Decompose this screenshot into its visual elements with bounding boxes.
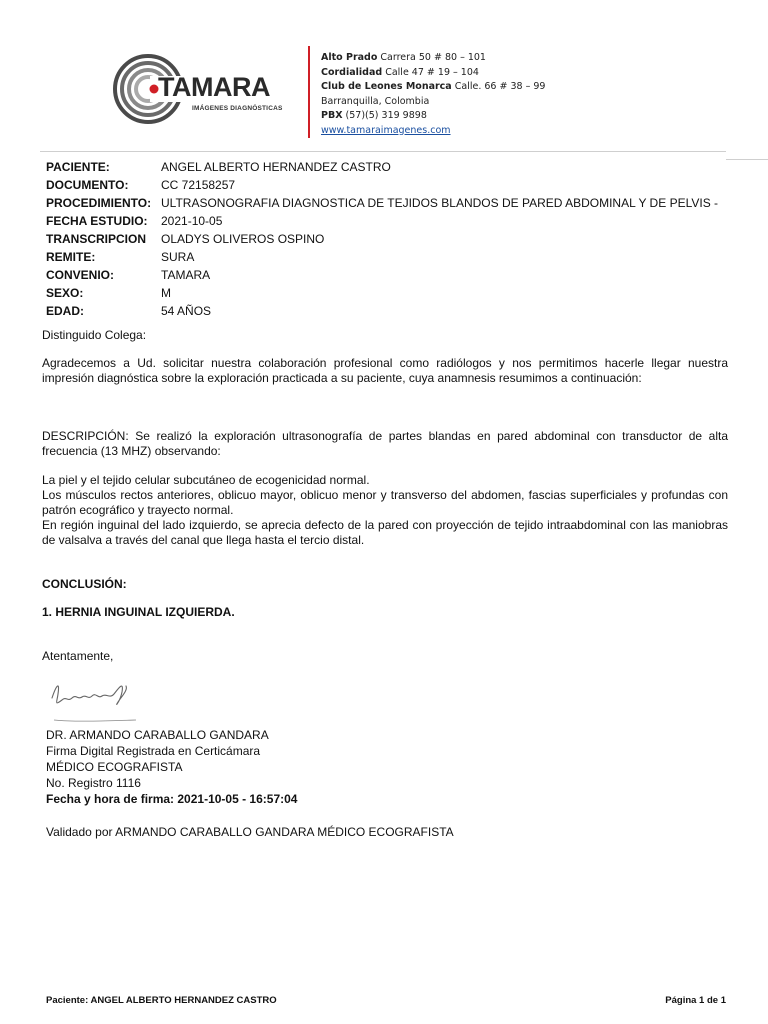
signer-title: MÉDICO ECOGRAFISTA	[46, 760, 183, 774]
header-rule	[726, 159, 768, 160]
info-row: PROCEDIMIENTO: ULTRASONOGRAFIA DIAGNOSTICA DE TEJIDOS BLANDOS DE PARED ABDOMINAL Y DE PELVIS -	[46, 196, 719, 210]
patient-info-table	[46, 158, 718, 320]
footer-patient: Paciente: ANGEL ALBERTO HERNANDEZ CASTRO	[46, 995, 277, 1006]
handwritten-signature-icon	[44, 672, 144, 728]
signature-datetime: Fecha y hora de firma: 2021-10-05 - 16:57:04	[46, 792, 298, 806]
signer-digital: Firma Digital Registrada en Certicámara	[46, 744, 261, 758]
address-line: Cordialidad Calle 47 # 19 – 104	[321, 66, 479, 78]
signer-name: DR. ARMANDO CARABALLO GANDARA	[46, 728, 269, 742]
header-divider	[308, 46, 310, 138]
info-row: CONVENIO: TAMARA	[46, 268, 211, 282]
company-logo	[112, 54, 302, 124]
greeting: Distinguido Colega:	[42, 328, 147, 342]
address-line: Alto Prado Carrera 50 # 80 – 101	[321, 52, 486, 63]
logo-subtitle: IMÁGENES DIAGNÓSTICAS	[192, 105, 283, 112]
finding-line: En región inguinal del lado izquierdo, se aprecia defecto de la pared con proyección de tejido intraabdominal con las maniobras de valsalva a través del canal que llega hasta el tercio distal.	[42, 518, 728, 547]
header-rule	[40, 151, 726, 152]
finding-line: Los músculos rectos anteriores, oblicuo mayor, oblicuo menor y transverso del abdomen, fascias superficiales y profundas con patrón ecográfico y trayecto normal.	[42, 488, 728, 517]
conclusion-text: 1. HERNIA INGUINAL IZQUIERDA.	[42, 605, 235, 619]
info-row: PACIENTE: ANGEL ALBERTO HERNANDEZ CASTRO	[46, 160, 391, 174]
info-row: EDAD: 54 AÑOS	[46, 304, 212, 318]
intro-paragraph: Agradecemos a Ud. solicitar nuestra colaboración profesional como radiólogos y nos permitimos hacerle llegar nuestra impresión diagnóstica sobre la exploración practicada a su paciente, cuya anamnesis resumimos a continuación:	[42, 356, 728, 385]
closing: Atentamente,	[42, 649, 114, 663]
address-block	[321, 51, 545, 138]
address-line: Club de Leones Monarca Calle. 66 # 38 – 99	[321, 81, 546, 92]
signature-block	[42, 727, 728, 807]
signer-registry: No. Registro 1116	[46, 776, 141, 790]
logo-name: TAMARA	[158, 72, 270, 102]
website-link[interactable]: www.tamaraimagenes.com	[321, 124, 451, 136]
validated-by: Validado por ARMANDO CARABALLO GANDARA MÉDICO ECOGRAFISTA	[46, 825, 454, 839]
finding-line: La piel y el tejido celular subcutáneo de ecogenicidad normal.	[42, 473, 370, 487]
footer-page-number: Página 1 de 1	[665, 995, 726, 1006]
findings-block	[42, 473, 728, 548]
info-row: REMITE: SURA	[46, 250, 195, 264]
conclusion-title: CONCLUSIÓN:	[42, 577, 127, 591]
address-line: Barranquilla, Colombia	[321, 95, 430, 107]
description-paragraph: DESCRIPCIÓN: Se realizó la exploración ultrasonografía de partes blandas en pared abdominal con transductor de alta frecuencia (13 MHZ) observando:	[42, 429, 728, 458]
info-row: FECHA ESTUDIO: 2021-10-05	[46, 214, 223, 228]
address-line: PBX (57)(5) 319 9898	[321, 110, 427, 121]
info-row: TRANSCRIPCION OLADYS OLIVEROS OSPINO	[46, 232, 325, 246]
info-row: SEXO: M	[46, 286, 171, 300]
info-row: DOCUMENTO: CC 72158257	[46, 178, 236, 192]
